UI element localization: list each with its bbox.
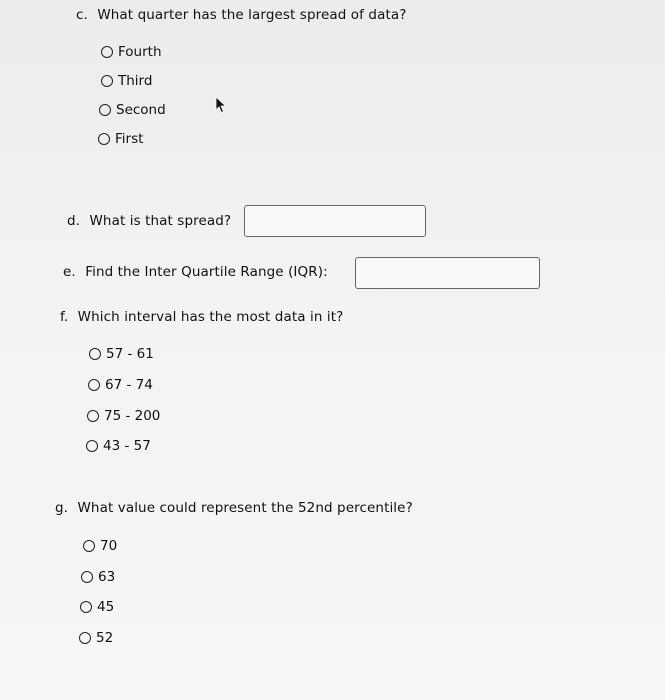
option-f-75-200[interactable] <box>87 408 160 424</box>
question-d-label: d. <box>67 213 81 229</box>
spread-answer-input[interactable] <box>244 205 426 237</box>
radio-button-icon[interactable] <box>79 632 91 644</box>
question-f-text: Which interval has the most data in it? <box>77 309 344 325</box>
radio-button-icon[interactable] <box>83 540 95 552</box>
option-c-first[interactable] <box>98 131 143 147</box>
option-label: 57 - 61 <box>106 346 154 362</box>
question-e-text: Find the Inter Quartile Range (IQR): <box>85 264 328 280</box>
radio-button-icon[interactable] <box>101 75 113 87</box>
iqr-answer-input[interactable] <box>355 257 540 289</box>
radio-button-icon[interactable] <box>80 601 92 613</box>
radio-button-icon[interactable] <box>86 440 98 452</box>
option-c-third[interactable] <box>101 73 152 89</box>
radio-button-icon[interactable] <box>89 348 101 360</box>
option-g-63[interactable] <box>81 569 115 585</box>
option-f-67-74[interactable] <box>88 377 153 393</box>
question-c-label: c. <box>76 7 88 23</box>
option-c-fourth[interactable] <box>101 44 162 60</box>
question-f-label: f. <box>60 309 69 325</box>
radio-button-icon[interactable] <box>87 410 99 422</box>
option-label: Fourth <box>118 44 162 60</box>
question-d <box>67 213 231 229</box>
radio-button-icon[interactable] <box>98 133 110 145</box>
question-d-text: What is that spread? <box>89 213 232 229</box>
option-g-52[interactable] <box>79 630 113 646</box>
radio-button-icon[interactable] <box>88 379 100 391</box>
option-label: 52 <box>96 630 114 646</box>
question-c-text: What quarter has the largest spread of data? <box>97 7 407 23</box>
question-e <box>63 264 328 280</box>
option-label: 45 <box>97 599 115 615</box>
option-label: 43 - 57 <box>103 438 151 454</box>
option-label: 67 - 74 <box>105 377 153 393</box>
option-g-45[interactable] <box>80 599 114 615</box>
option-c-second[interactable] <box>99 102 166 118</box>
question-g-label: g. <box>55 500 69 516</box>
option-f-57-61[interactable] <box>89 346 154 362</box>
radio-button-icon[interactable] <box>99 104 111 116</box>
option-label: First <box>115 131 144 147</box>
question-c <box>76 7 406 23</box>
option-g-70[interactable] <box>83 538 117 554</box>
option-label: Second <box>116 102 166 118</box>
option-f-43-57[interactable] <box>86 438 151 454</box>
option-label: 70 <box>100 538 118 554</box>
radio-button-icon[interactable] <box>81 571 93 583</box>
question-g-text: What value could represent the 52nd percentile? <box>77 500 413 516</box>
radio-button-icon[interactable] <box>101 46 113 58</box>
question-g <box>55 500 413 516</box>
question-f <box>60 309 343 325</box>
option-label: 75 - 200 <box>104 408 161 424</box>
option-label: Third <box>118 73 153 89</box>
question-e-label: e. <box>63 264 76 280</box>
option-label: 63 <box>98 569 116 585</box>
mouse-pointer-icon <box>215 96 227 114</box>
